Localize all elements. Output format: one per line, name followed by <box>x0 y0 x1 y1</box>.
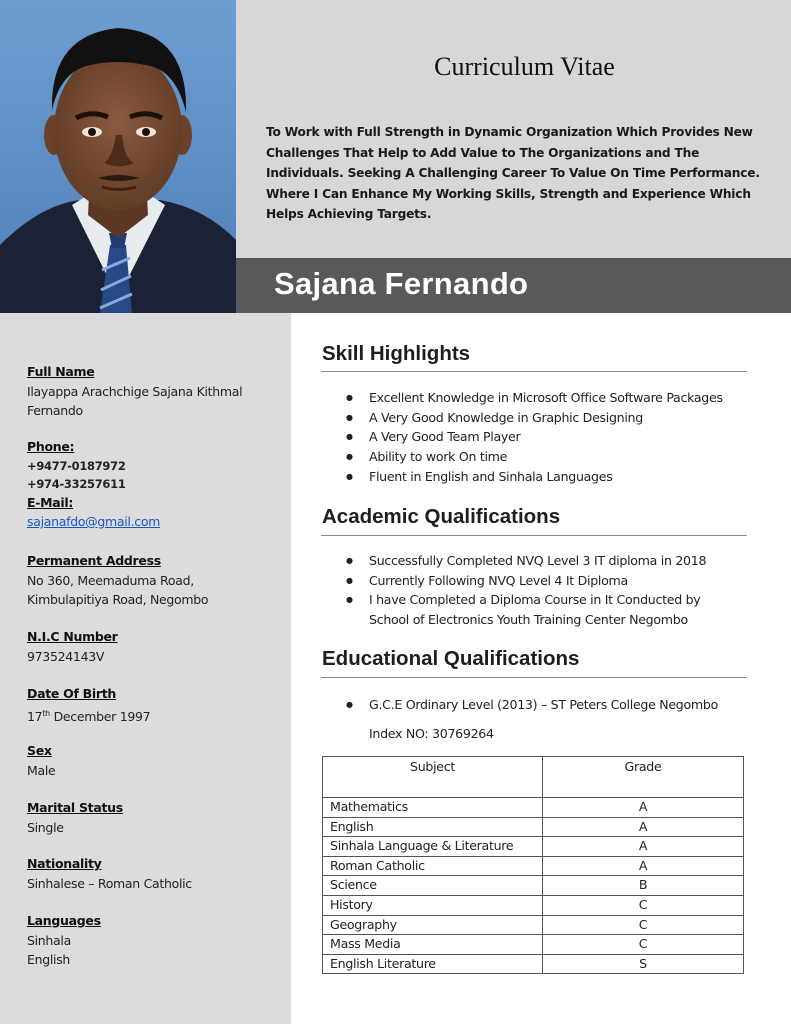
nic-label: N.I.C Number <box>27 629 118 644</box>
list-item: ● A Very Good Team Player <box>346 427 723 447</box>
career-objective: To Work with Full Strength in Dynamic Organization Which Provides New Challenges That Help to Add Value to The Organizations and The Individuals. Seeking A Challenging Career To Value On Time Performance. Where I Can Enhance My Working Skills, Strength and Experience Which Helps Achieving Targets. <box>266 125 760 222</box>
grade-cell: A <box>543 856 744 876</box>
grade-cell: A <box>543 817 744 837</box>
index-number: Index NO: 30769264 <box>369 726 494 741</box>
subject-cell: Sinhala Language & Literature <box>323 837 543 857</box>
list-item: ● Fluent in English and Sinhala Languages <box>346 467 723 487</box>
list-item: ● Successfully Completed NVQ Level 3 IT diploma in 2018 <box>346 551 726 571</box>
academic-heading: Academic Qualifications <box>322 505 561 528</box>
table-row <box>323 876 744 896</box>
address-label: Permanent Address <box>27 553 161 568</box>
dob-label: Date Of Birth <box>27 686 116 701</box>
dob-block <box>27 684 150 726</box>
contact-block <box>27 437 160 532</box>
grade-cell: C <box>543 915 744 935</box>
candidate-name: Sajana Fernando <box>274 266 529 301</box>
subject-cell: Mathematics <box>323 798 543 818</box>
phone-number-1: +9477-0187972 <box>27 458 126 473</box>
subject-cell: English Literature <box>323 954 543 974</box>
table-row <box>323 837 744 857</box>
sex-block <box>27 741 55 780</box>
list-item: ● Ability to work On time <box>346 447 723 467</box>
table-row <box>323 798 744 818</box>
address-block <box>27 551 208 610</box>
language-item: Sinhala <box>27 932 71 948</box>
grades-table <box>322 756 744 974</box>
education-heading: Educational Qualifications <box>322 647 580 670</box>
nic-block <box>27 627 118 666</box>
grade-cell: A <box>543 837 744 857</box>
email-link[interactable]: sajanafdo@gmail.com <box>27 514 161 529</box>
address-line-1: No 360, Meemaduma Road, <box>27 572 194 588</box>
table-header-row <box>323 757 744 798</box>
section-divider <box>321 371 747 372</box>
name-banner <box>236 258 791 313</box>
document-title: Curriculum Vitae <box>434 52 615 81</box>
list-item: ● Excellent Knowledge in Microsoft Office Software Packages <box>346 388 723 408</box>
list-item: ● A Very Good Knowledge in Graphic Designing <box>346 408 723 428</box>
academic-list <box>346 551 726 630</box>
table-row <box>323 935 744 955</box>
nationality-value: Sinhalese – Roman Catholic <box>27 875 192 891</box>
email-label: E-Mail: <box>27 494 74 510</box>
sex-label: Sex <box>27 743 52 758</box>
skills-list <box>346 388 723 487</box>
nationality-block <box>27 854 192 893</box>
grade-cell: B <box>543 876 744 896</box>
languages-block <box>27 911 101 970</box>
list-item: ● G.C.E Ordinary Level (2013) – ST Peters College Negombo <box>346 695 718 715</box>
full-name-label: Full Name <box>27 364 95 379</box>
grade-cell: A <box>543 798 744 818</box>
table-row <box>323 895 744 915</box>
full-name-block <box>27 362 277 421</box>
subject-cell: Roman Catholic <box>323 856 543 876</box>
nationality-label: Nationality <box>27 856 102 871</box>
table-row <box>323 856 744 876</box>
grade-cell: C <box>543 895 744 915</box>
languages-label: Languages <box>27 913 101 928</box>
dob-value: 17th December 1997 <box>27 708 151 724</box>
column-header-grade: Grade <box>543 757 744 798</box>
marital-status-block <box>27 798 123 837</box>
table-row <box>323 817 744 837</box>
subject-cell: History <box>323 895 543 915</box>
skills-heading: Skill Highlights <box>322 342 471 365</box>
list-item: ● I have Completed a Diploma Course in It Conducted by School of Electronics Youth Training Center Negombo <box>346 590 726 629</box>
subject-cell: English <box>323 817 543 837</box>
marital-status-value: Single <box>27 819 64 835</box>
table-row <box>323 915 744 935</box>
language-item: English <box>27 952 71 967</box>
sex-value: Male <box>27 762 56 778</box>
column-header-subject: Subject <box>323 757 543 798</box>
table-row <box>323 954 744 974</box>
section-divider <box>321 677 747 678</box>
subject-cell: Geography <box>323 915 543 935</box>
subject-cell: Science <box>323 876 543 896</box>
grade-cell: S <box>543 954 744 974</box>
profile-photo <box>0 0 236 313</box>
section-divider <box>321 535 747 536</box>
address-line-2: Kimbulapitiya Road, Negombo <box>27 592 209 607</box>
marital-status-label: Marital Status <box>27 800 123 815</box>
phone-label: Phone: <box>27 439 75 454</box>
phone-number-2: +974-33257611 <box>27 476 126 491</box>
nic-value: 973524143V <box>27 648 105 664</box>
full-name-value: Ilayappa Arachchige Sajana Kithmal Fernando <box>27 383 243 418</box>
list-item: ● Currently Following NVQ Level 4 It Diploma <box>346 571 726 591</box>
education-list <box>346 695 718 715</box>
grade-cell: C <box>543 935 744 955</box>
subject-cell: Mass Media <box>323 935 543 955</box>
